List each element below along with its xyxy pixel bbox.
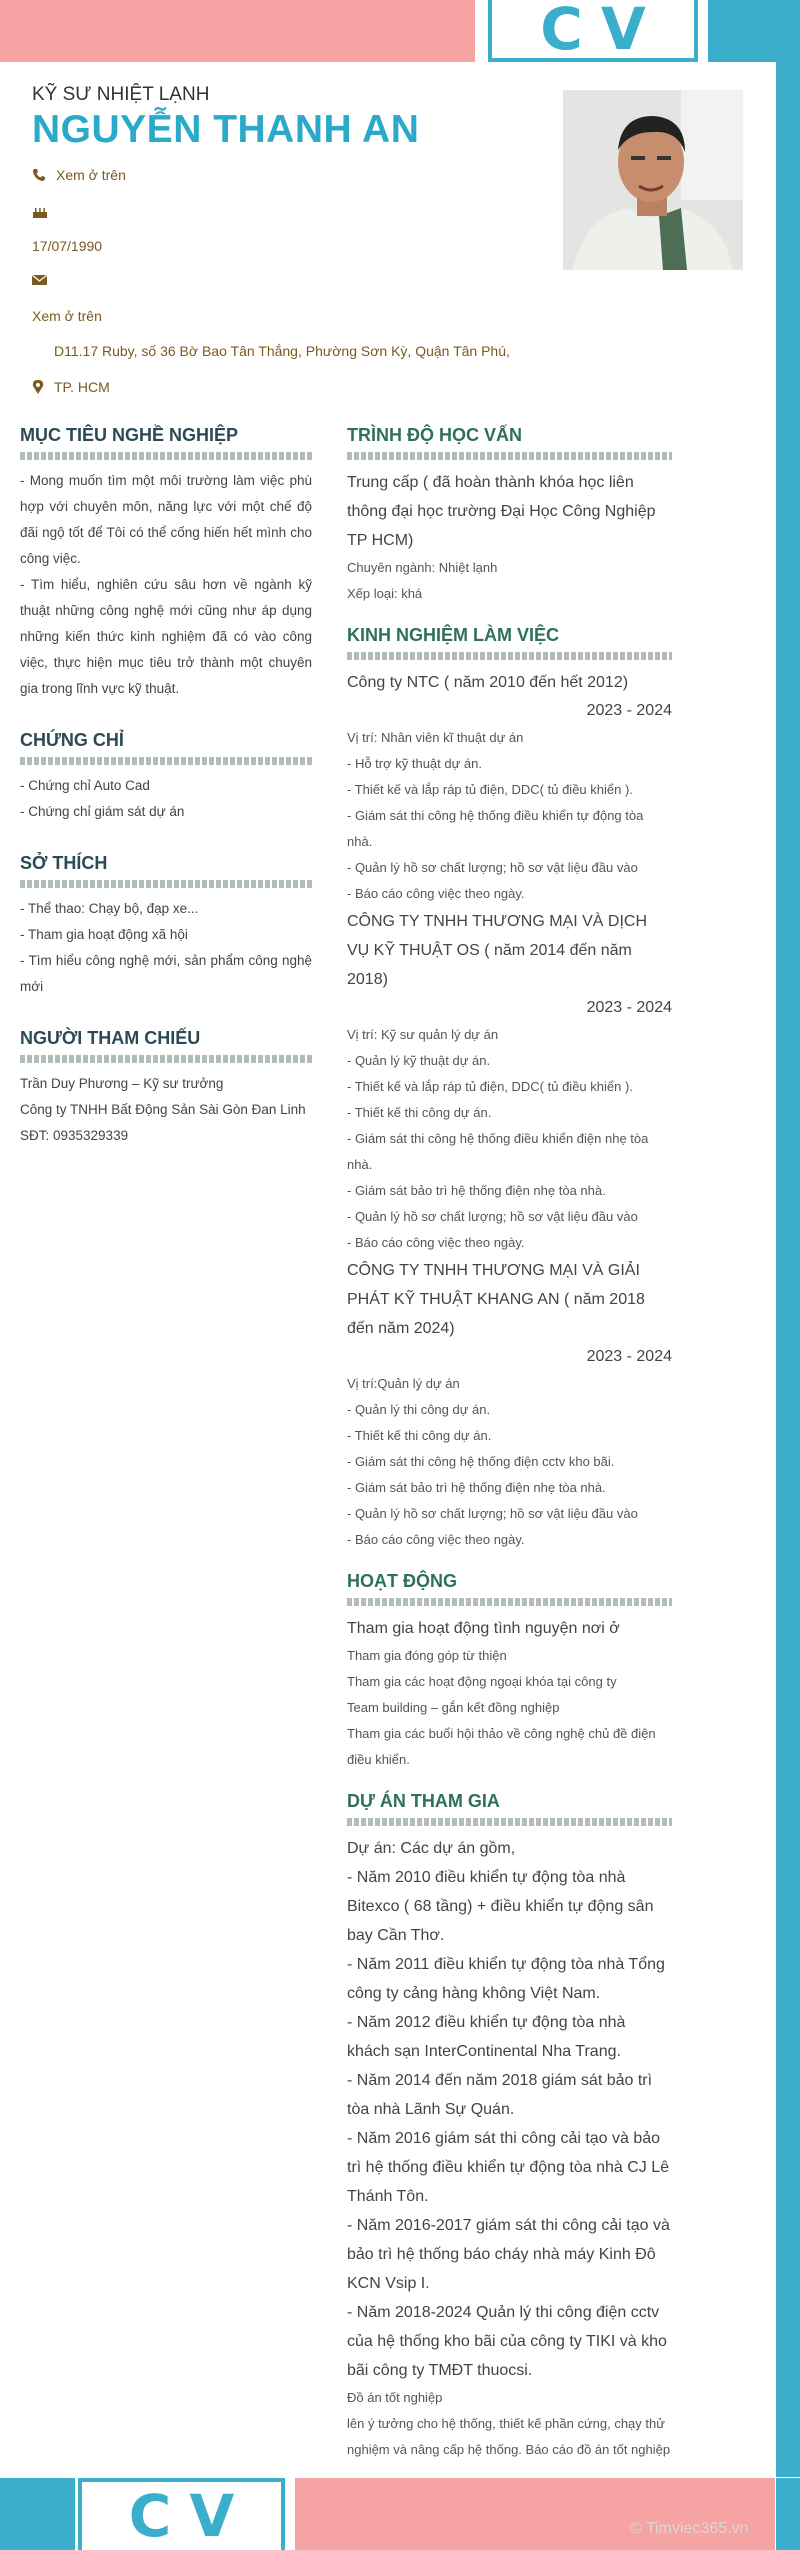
objective-line: - Mong muốn tìm một môi trường làm việc phù hợp với chuyên môn, năng lực với một chế độ đãi ngộ tốt để Tôi có thể cống hiến hết mình cho công việc.	[20, 473, 312, 566]
company-name: CÔNG TY TNHH THƯƠNG MẠI VÀ GIẢI PHÁT KỸ THUẬT KHANG AN ( năm 2018 đến năm 2024)	[347, 1262, 645, 1337]
hobby-item: - Tham gia hoạt động xã hội	[20, 927, 188, 942]
contact-phone: Xem ở trên	[56, 167, 126, 183]
job-period: 2023 - 2024	[586, 999, 672, 1016]
company-name: Công ty NTC ( năm 2010 đến hết 2012)	[347, 674, 629, 691]
section-divider	[20, 880, 312, 888]
job-line: - Giám sát bảo trì hệ thống điện nhẹ tòa nhà.	[347, 1480, 606, 1495]
job-line: - Thiết kế và lắp ráp tủ điện, DDC( tủ điều khiển ).	[347, 1079, 633, 1094]
company-name: CÔNG TY TNHH THƯƠNG MẠI VÀ DỊCH VỤ KỸ THUẬT OS ( năm 2014 đến năm 2018)	[347, 913, 648, 988]
contact-birthday: 17/07/1990	[32, 238, 103, 254]
section-divider	[20, 1055, 312, 1063]
activity-line: Team building – gắn kết đồng nghiệp	[347, 1700, 560, 1715]
reference-item: SĐT: 0935329339	[20, 1128, 129, 1143]
objective-title: MỤC TIÊU NGHỀ NGHIỆP	[20, 425, 239, 445]
cv-logo-text: CV	[128, 2482, 253, 2550]
certificate-item: - Chứng chỉ Auto Cad	[20, 778, 150, 793]
education-grade: Xếp loại: khá	[347, 586, 423, 601]
education-major: Chuyên ngành: Nhiệt lạnh	[347, 560, 498, 575]
section-divider	[347, 1598, 672, 1606]
job-line: - Giám sát bảo trì hệ thống điện nhẹ tòa nhà.	[347, 1183, 606, 1198]
bottom-blue-band	[0, 2478, 75, 2550]
job-line: - Quản lý hồ sơ chất lượng; hồ sơ vật liệu đầu vào	[347, 860, 638, 875]
job-period: 2023 - 2024	[586, 1348, 672, 1365]
job-line: - Giám sát thi công hệ thống điều khiển điện nhẹ tòa nhà.	[347, 1131, 649, 1172]
job-line: Vị trí: Kỹ sư quản lý dự án	[347, 1027, 499, 1042]
cv-logo-text: CV	[540, 0, 664, 63]
right-blue-bar	[776, 62, 800, 2477]
job-line: Vị trí:Quản lý dự án	[347, 1376, 460, 1391]
bottom-pink-band	[295, 2478, 775, 2550]
left-column	[20, 425, 312, 1149]
references-title: NGƯỜI THAM CHIẾU	[20, 1028, 201, 1048]
job-line: - Thiết kế thi công dự án.	[347, 1428, 492, 1443]
section-divider	[20, 452, 312, 460]
experience-item	[347, 1256, 672, 1553]
projects-text: Dự án: Các dự án gồm, - Năm 2010 điều khiển tự động tòa nhà Bitexco ( 68 tầng) + điều khiển tự động sân bay Cần Thơ. - Năm 2011 điều khiển tự động tòa nhà Tổng công ty cảng hàng không Việt Nam. - Năm 2012 điều khiển tự động tòa nhà khách sạn InterContinental Nha Trang. - Năm 2014 đến năm 2018 giám sát bảo trì tòa nhà Lãnh Sự Quán. - Năm 2016 giám sát thi công cải tạo và bảo trì hệ thống điều khiển tự động tòa nhà CJ Lê Thánh Tôn. - Năm 2016-2017 giám sát thi công cải tạo và bảo trì hệ thống báo cháy nhà máy Kinh Đô KCN Vsip I. - Năm 2018-2024 Quản lý thi công điện cctv của hệ thống kho bãi của công ty TIKI và kho bãi công ty TMĐT thuocsi.	[347, 1840, 670, 2379]
section-divider	[347, 652, 672, 660]
section-divider	[20, 757, 312, 765]
watermark: © Timviec365.vn	[630, 2520, 749, 2537]
job-line: - Quản lý hồ sơ chất lượng; hồ sơ vật liệu đầu vào	[347, 1506, 638, 1521]
candidate-name: NGUYỄN THANH AN	[32, 108, 420, 151]
birthday-cake-icon	[32, 205, 48, 219]
job-line: - Quản lý hồ sơ chất lượng; hồ sơ vật liệu đầu vào	[347, 1209, 638, 1224]
reference-item: Trần Duy Phương – Kỹ sư trưởng	[20, 1076, 224, 1091]
thesis-text: lên ý tưởng cho hệ thống, thiết kế phần cứng, chạy thử nghiệm và nâng cấp hệ thống. Báo cáo đồ án tốt nghiệp	[347, 2416, 671, 2457]
right-column	[347, 425, 672, 2463]
contact-address: D11.17 Ruby, số 36 Bờ Bao Tân Thắng, Phường Sơn Kỳ, Quận Tân Phú,	[54, 343, 510, 359]
contact-email: Xem ở trên	[32, 308, 102, 324]
hobby-item: - Thể thao: Chạy bộ, đạp xe...	[20, 901, 199, 916]
top-pink-band	[0, 0, 475, 62]
experience-item	[347, 668, 672, 907]
activity-line: Tham gia các hoạt động ngoại khóa tại công ty	[347, 1674, 617, 1689]
activity-line: Tham gia đóng góp từ thiện	[347, 1648, 507, 1663]
job-line: - Báo cáo công việc theo ngày.	[347, 1235, 525, 1250]
job-line: - Thiết kế thi công dự án.	[347, 1105, 492, 1120]
education-school: Trung cấp ( đã hoàn thành khóa học liên thông đại học trường Đại Học Công Nghiệp TP HCM)	[347, 474, 656, 549]
certificates-title: CHỨNG CHỈ	[20, 730, 124, 750]
contact-city: TP. HCM	[54, 379, 110, 395]
job-line: - Giám sát thi công hệ thống điều khiển tự động tòa nhà.	[347, 808, 644, 849]
job-line: - Thiết kế và lắp ráp tủ điện, DDC( tủ điều khiển ).	[347, 782, 633, 797]
bottom-blue-strip	[776, 2478, 800, 2550]
job-line: Vị trí: Nhân viên kĩ thuật dự án	[347, 730, 524, 745]
projects-title: DỰ ÁN THAM GIA	[347, 1791, 500, 1811]
experience-item	[347, 907, 672, 1256]
activity-line: Tham gia các buổi hội thảo về công nghệ chủ đề điện điều khiển.	[347, 1726, 656, 1767]
phone-icon	[32, 168, 46, 182]
section-divider	[347, 1818, 672, 1826]
job-line: - Quản lý kỹ thuật dự án.	[347, 1053, 491, 1068]
job-period: 2023 - 2024	[586, 702, 672, 719]
top-cv-logo	[488, 0, 698, 62]
job-line: - Giám sát thi công hệ thống điện cctv kho bãi.	[347, 1454, 615, 1469]
job-line: - Quản lý thi công dự án.	[347, 1402, 491, 1417]
certificate-item: - Chứng chỉ giám sát dự án	[20, 804, 185, 819]
job-line: - Báo cáo công việc theo ngày.	[347, 886, 525, 901]
profile-photo	[563, 90, 743, 270]
top-blue-band	[708, 0, 800, 62]
experience-title: KINH NGHIỆM LÀM VIỆC	[347, 625, 560, 645]
email-icon	[32, 274, 47, 286]
job-line: - Báo cáo công việc theo ngày.	[347, 1532, 525, 1547]
objective-line: - Tìm hiểu, nghiên cứu sâu hơn về ngành kỹ thuật những công nghệ mới cũng như áp dụng những kiến thức kinh nghiệm đã có vào công việc, thực hiện mục tiêu trở thành một chuyên gia trong lĩnh vực kỹ thuật.	[20, 577, 312, 696]
location-pin-icon	[32, 380, 44, 394]
activities-title: HOẠT ĐỘNG	[347, 1571, 457, 1591]
reference-item: Công ty TNHH Bất Động Sản Sài Gòn Đan Linh	[20, 1102, 306, 1117]
job-title: KỸ SƯ NHIỆT LẠNH	[32, 84, 210, 105]
bottom-cv-logo	[78, 2478, 285, 2550]
hobby-item: - Tìm hiểu công nghệ mới, sản phẩm công nghệ mới	[20, 953, 312, 994]
job-line: - Hỗ trợ kỹ thuật dự án.	[347, 756, 483, 771]
section-divider	[347, 452, 672, 460]
activities-heading: Tham gia hoạt động tình nguyện nơi ở	[347, 1620, 620, 1637]
thesis-title: Đồ án tốt nghiệp	[347, 2390, 443, 2405]
hobbies-title: SỞ THÍCH	[20, 853, 108, 873]
education-title: TRÌNH ĐỘ HỌC VẤN	[347, 425, 522, 445]
